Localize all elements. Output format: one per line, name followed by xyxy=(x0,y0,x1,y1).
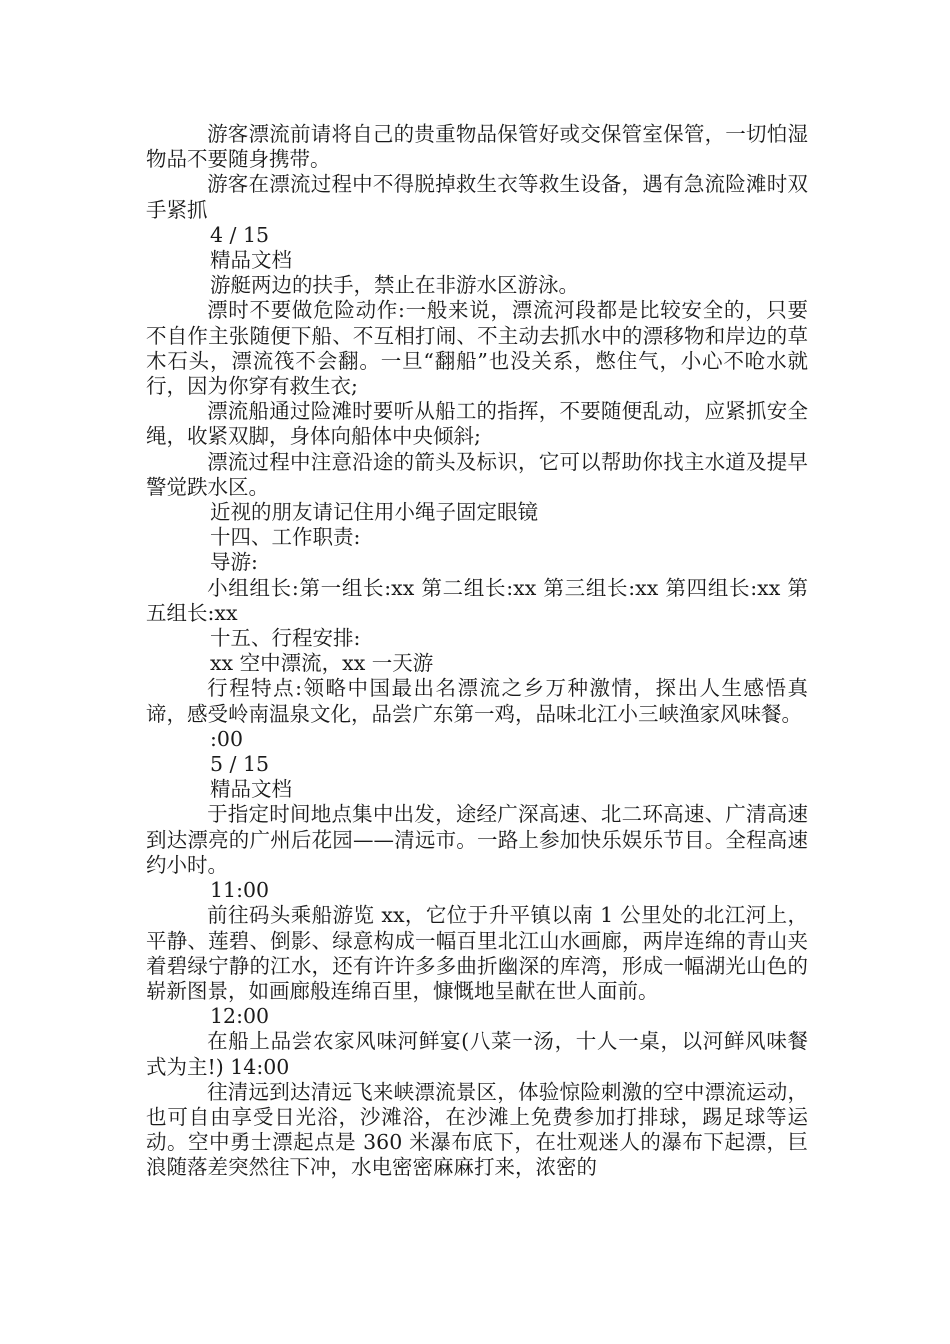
paragraph-glasses: 近视的朋友请记住用小绳子固定眼镜 xyxy=(210,500,538,525)
section-heading-duties: 十四、工作职责: xyxy=(210,525,361,550)
page-number: 4 / 15 xyxy=(210,222,270,247)
paragraph-valuables: 游客漂流前请将自己的贵重物品保管好或交保管室保管，一切怕湿物品不要随身携带。 xyxy=(146,122,808,172)
paragraph-trip-features: 行程特点:领略中国最出名漂流之乡万种激情，探出人生感悟真谛，感受岭南温泉文化，品尝广东第一鸡，品味北江小三峡渔家风味餐。 xyxy=(146,676,808,726)
paragraph-lunch: 在船上品尝农家风味河鲜宴(八菜一汤，十人一桌，以河鲜风味餐式为主!) 14:00 xyxy=(146,1029,808,1079)
paragraph-guide: 导游: xyxy=(210,550,258,575)
paragraph-departure: 于指定时间地点集中出发，途经广深高速、北二环高速、广清高速到达漂亮的广州后花园——清远市。一路上参加快乐娱乐节目。全程高速约小时。 xyxy=(146,802,808,877)
paragraph-boat-tour: 前往码头乘船游览 xx，它位于升平镇以南 1 公里处的北江河上，平静、莲碧、倒影、绿意构成一幅百里北江山水画廊，两岸连绵的青山夹着碧绿宁静的江水，还有许许多多曲折幽深的库湾，形成一幅湖光山色的崭新图景，如画廊般连绵百里，慷慨地呈献在世人面前。 xyxy=(146,903,808,1003)
paragraph-trip-title: xx 空中漂流，xx 一天游 xyxy=(210,651,434,676)
paragraph-handrail: 游艇两边的扶手，禁止在非游水区游泳。 xyxy=(210,273,579,298)
paragraph-signs: 漂流过程中注意沿途的箭头及标识，它可以帮助你找主水道及提早警觉跌水区。 xyxy=(146,449,808,499)
paragraph-rapids: 漂流船通过险滩时要听从船工的指挥，不要随便乱动，应紧抓安全绳，收紧双脚，身体向船体中央倾斜; xyxy=(146,399,808,449)
time-label: :00 xyxy=(210,726,243,751)
paragraph-no-danger: 漂时不要做危险动作:一般来说，漂流河段都是比较安全的，只要不自作主张随便下船、不互相打闹、不主动去抓水中的漂移物和岸边的草木石头，漂流筏不会翻。一旦“翻船”也没关系，憋住气，小心不呛水就行，因为你穿有救生衣; xyxy=(146,298,808,399)
paragraph-life-jacket: 游客在漂流过程中不得脱掉救生衣等救生设备，遇有急流险滩时双手紧抓 xyxy=(146,172,808,222)
paragraph-rafting: 往清远到达清远飞来峡漂流景区，体验惊险刺激的空中漂流运动，也可自由享受日光浴，沙滩浴，在沙滩上免费参加打排球，踢足球等运动。空中勇士漂起点是 360 米瀑布底下，在壮观迷人的瀑布下起漂，巨浪随落差突然往下冲，水电密密麻麻打来，浓密的 xyxy=(146,1079,808,1180)
section-heading-itinerary: 十五、行程安排: xyxy=(210,626,361,651)
page-number: 5 / 15 xyxy=(210,752,270,777)
paragraph-group-leaders: 小组组长:第一组长:xx 第二组长:xx 第三组长:xx 第四组长:xx 第五组长:xx xyxy=(146,575,808,625)
time-label: 12:00 xyxy=(210,1004,270,1029)
page-header-label: 精品文档 xyxy=(210,248,292,273)
page-header-label: 精品文档 xyxy=(210,777,292,802)
time-label: 11:00 xyxy=(210,878,270,903)
document-body xyxy=(146,122,808,1181)
